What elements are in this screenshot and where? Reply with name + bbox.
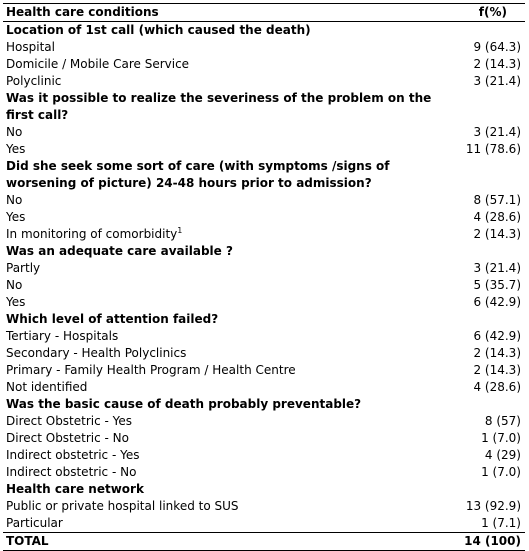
table-row [3, 209, 525, 226]
section-title: Was an adequate care available ? [6, 244, 233, 258]
section-title: Health care network [6, 482, 144, 496]
row-value: 1 (7.0) [481, 431, 521, 445]
table-row [3, 413, 525, 430]
row-label-text: Polyclinic [6, 74, 62, 88]
row-value: 1 (7.1) [481, 516, 521, 530]
row-label [3, 515, 401, 532]
section-heading [3, 158, 525, 192]
row-label-text: Indirect obstetric - Yes [6, 448, 140, 462]
table-row [3, 345, 525, 362]
table-row [3, 192, 525, 209]
row-value: 2 (14.3) [473, 227, 521, 241]
row-value: 4 (29) [484, 448, 521, 462]
row-label-text: Direct Obstetric - No [6, 431, 129, 445]
row-label-text: Hospital [6, 40, 55, 54]
row-label [3, 413, 401, 430]
row-value: 2 (14.3) [473, 346, 521, 360]
row-value: 4 (28.6) [473, 380, 521, 394]
row-value: 3 (21.4) [473, 125, 521, 139]
table-row [3, 515, 525, 532]
row-label [3, 277, 401, 294]
section-title: Was the basic cause of death probably preventable? [6, 397, 362, 411]
row-value: 2 (14.3) [473, 363, 521, 377]
row-label-text: Particular [6, 516, 63, 530]
row-label-text: Tertiary - Hospitals [6, 329, 119, 343]
section-heading [3, 481, 525, 498]
row-label-text: Primary - Family Health Program / Health Centre [6, 363, 296, 377]
row-value: 2 (14.3) [473, 57, 521, 71]
table-row [3, 39, 525, 56]
table-row [3, 362, 525, 379]
row-label [3, 430, 401, 447]
row-label [3, 498, 401, 515]
row-label [3, 226, 401, 243]
header-value: f(%) [478, 5, 507, 19]
row-label [3, 294, 401, 311]
row-value: 9 (64.3) [473, 40, 521, 54]
total-row [3, 532, 525, 550]
row-value: 5 (35.7) [473, 278, 521, 292]
table-row [3, 277, 525, 294]
section-heading [3, 243, 525, 260]
row-label-text: Not identified [6, 380, 88, 394]
table-body [3, 22, 525, 532]
section-title: Did she seek some sort of care (with symptoms /signs of worsening of picture) 24-48 hours prior to admission? [6, 159, 390, 190]
table-row [3, 294, 525, 311]
footnote-marker: 1 [177, 226, 183, 235]
row-label [3, 73, 401, 90]
row-value: 8 (57) [484, 414, 521, 428]
row-label [3, 464, 401, 481]
row-label-text: Direct Obstetric - Yes [6, 414, 133, 428]
section-heading [3, 396, 525, 413]
row-label [3, 56, 401, 73]
row-label-text: Indirect obstetric - No [6, 465, 137, 479]
header-label: Health care conditions [6, 5, 159, 19]
table-row [3, 379, 525, 396]
total-value: 14 (100) [464, 534, 521, 548]
row-label-text: Yes [6, 210, 26, 224]
row-label-text: Public or private hospital linked to SUS [6, 499, 239, 513]
row-label [3, 192, 401, 209]
total-label: TOTAL [6, 534, 49, 548]
row-label-text: Yes [6, 142, 26, 156]
row-label-text: No [6, 193, 23, 207]
section-title: Was it possible to realize the severiness of the problem on the first call? [6, 91, 432, 122]
row-label-text: No [6, 278, 23, 292]
row-label-text: Domicile / Mobile Care Service [6, 57, 190, 71]
row-label [3, 141, 401, 158]
row-label [3, 345, 401, 362]
table-row [3, 124, 525, 141]
row-value: 3 (21.4) [473, 261, 521, 275]
row-value: 11 (78.6) [465, 142, 521, 156]
row-value: 3 (21.4) [473, 74, 521, 88]
table-row [3, 498, 525, 515]
row-label-text: In monitoring of comorbidity [6, 227, 178, 241]
table-row [3, 226, 525, 243]
row-label-text: Partly [6, 261, 41, 275]
row-value: 13 (92.9) [465, 499, 521, 513]
health-care-conditions-table [3, 3, 525, 551]
row-label [3, 328, 401, 345]
row-label [3, 124, 401, 141]
row-value: 8 (57.1) [473, 193, 521, 207]
row-value: 6 (42.9) [473, 295, 521, 309]
section-heading [3, 90, 525, 124]
row-label [3, 379, 401, 396]
table-header [3, 4, 525, 22]
section-title: Location of 1st call (which caused the death) [6, 23, 311, 37]
table-row [3, 464, 525, 481]
row-label-text: Secondary - Health Polyclinics [6, 346, 187, 360]
row-label-text: Yes [6, 295, 26, 309]
table-row [3, 328, 525, 345]
row-label [3, 260, 401, 277]
row-label [3, 362, 401, 379]
table-row [3, 260, 525, 277]
row-label [3, 447, 401, 464]
row-value: 6 (42.9) [473, 329, 521, 343]
section-title: Which level of attention failed? [6, 312, 219, 326]
table-row [3, 141, 525, 158]
row-value: 1 (7.0) [481, 465, 521, 479]
section-heading [3, 311, 525, 328]
table-row [3, 430, 525, 447]
row-label-text: No [6, 125, 23, 139]
table-row [3, 447, 525, 464]
table-row [3, 56, 525, 73]
table-row [3, 73, 525, 90]
section-heading [3, 22, 525, 39]
row-label [3, 209, 401, 226]
row-label [3, 39, 401, 56]
row-value: 4 (28.6) [473, 210, 521, 224]
